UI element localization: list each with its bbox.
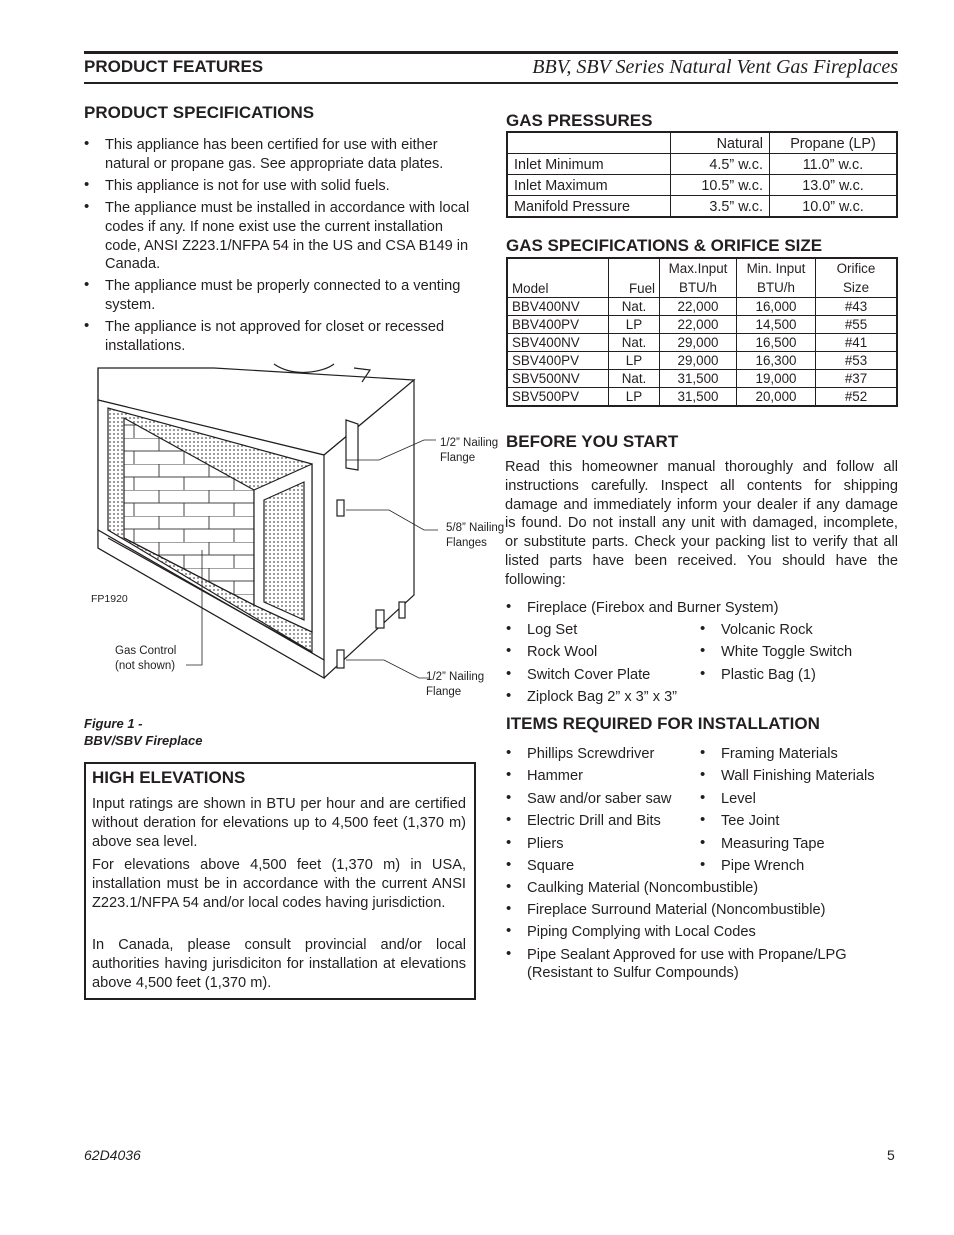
table-header-cell: Fuel bbox=[609, 258, 660, 298]
table-header-cell: BTU/h bbox=[737, 278, 816, 298]
high-elevations-paragraph: Input ratings are shown in BTU per hour and are certified without deration for elevations up to 4,500 feet (1,370 m) above sea level. bbox=[92, 796, 466, 850]
table-cell: LP bbox=[609, 388, 660, 407]
table-header-cell: Max.Input bbox=[660, 258, 737, 278]
tools-list-left bbox=[506, 745, 696, 879]
table-row bbox=[507, 196, 897, 218]
page-number: 5 bbox=[887, 1147, 895, 1163]
before-start-heading: BEFORE YOU START bbox=[506, 432, 679, 451]
list-item: • The appliance must be installed in accordance with local codes if any. If none exist use the current installation code, ANSI Z223.1/NFPA 54 in the US and CSA B149 in Canada. bbox=[84, 199, 472, 274]
table-cell: Propane (LP) bbox=[770, 132, 898, 154]
table-cell: Nat. bbox=[609, 370, 660, 388]
figure-caption bbox=[84, 715, 203, 749]
table-cell: #55 bbox=[816, 316, 898, 334]
list-item: • Fireplace (Firebox and Burner System) bbox=[506, 599, 896, 621]
table-cell: #41 bbox=[816, 334, 898, 352]
table-cell: 11.0” w.c. bbox=[770, 154, 898, 175]
table-row bbox=[507, 370, 897, 388]
table-cell: 3.5” w.c. bbox=[671, 196, 770, 218]
table-cell: 19,000 bbox=[737, 370, 816, 388]
gas-pressures-table bbox=[506, 131, 898, 218]
table-cell: 16,500 bbox=[737, 334, 816, 352]
packing-list-full bbox=[506, 599, 896, 621]
header-rule-top bbox=[84, 51, 898, 54]
figure-caption-line-2: BBV/SBV Fireplace bbox=[84, 733, 203, 748]
table-cell: 16,000 bbox=[737, 298, 816, 316]
list-item: • Tee Joint bbox=[700, 812, 896, 834]
label-flange-top: 1/2” Nailing Flange bbox=[440, 437, 499, 464]
table-cell: 13.0” w.c. bbox=[770, 175, 898, 196]
list-item: • Wall Finishing Materials bbox=[700, 767, 896, 789]
items-required-heading: ITEMS REQUIRED FOR INSTALLATION bbox=[506, 714, 820, 733]
table-cell: 31,500 bbox=[660, 370, 737, 388]
figure-code: FP1920 bbox=[91, 593, 128, 605]
table-cell: 31,500 bbox=[660, 388, 737, 407]
table-cell: 22,000 bbox=[660, 298, 737, 316]
tools-list-right bbox=[700, 745, 896, 879]
table-header-cell: Min. Input bbox=[737, 258, 816, 278]
list-item: • The appliance must be properly connected to a venting system. bbox=[84, 277, 472, 314]
table-cell: 22,000 bbox=[660, 316, 737, 334]
table-row bbox=[507, 298, 897, 316]
table-row bbox=[507, 154, 897, 175]
list-item: • Ziplock Bag 2” x 3” x 3” bbox=[506, 688, 696, 710]
list-item: • Fireplace Surround Material (Noncombustible) bbox=[506, 901, 896, 920]
list-item: • White Toggle Switch bbox=[700, 643, 896, 665]
list-item: • Pipe Wrench bbox=[700, 857, 896, 879]
table-cell: Inlet Maximum bbox=[507, 175, 671, 196]
table-header-cell: Model bbox=[507, 258, 609, 298]
table-header-cell: Orifice bbox=[816, 258, 898, 278]
table-cell: SBV500PV bbox=[507, 388, 609, 407]
table-cell: 20,000 bbox=[737, 388, 816, 407]
high-elevations-paragraph: In Canada, please consult provincial and/or local authorities having jurisdiciton for installation at elevations above 4,500 feet (1,370 m). bbox=[92, 937, 466, 991]
table-cell: #37 bbox=[816, 370, 898, 388]
table-cell: Manifold Pressure bbox=[507, 196, 671, 218]
table-cell: BBV400NV bbox=[507, 298, 609, 316]
tools-list-full bbox=[506, 879, 896, 987]
label-flange-bottom: 1/2” Nailing Flange bbox=[426, 671, 485, 698]
table-cell: BBV400PV bbox=[507, 316, 609, 334]
table-cell: 10.0” w.c. bbox=[770, 196, 898, 218]
list-item: • Pipe Sealant Approved for use with Propane/LPG (Resistant to Sulfur Compounds) bbox=[506, 946, 896, 983]
list-item: • Saw and/or saber saw bbox=[506, 790, 696, 812]
table-header-row bbox=[507, 132, 897, 154]
list-item: • Square bbox=[506, 857, 696, 879]
table-cell: #43 bbox=[816, 298, 898, 316]
table-cell: LP bbox=[609, 352, 660, 370]
figure-caption-line-1: Figure 1 - bbox=[84, 716, 143, 731]
product-specs-list bbox=[84, 136, 472, 359]
list-item: • Framing Materials bbox=[700, 745, 896, 767]
list-item: • This appliance is not for use with solid fuels. bbox=[84, 177, 472, 196]
list-item: • Plastic Bag (1) bbox=[700, 666, 896, 688]
high-elevations-paragraph: For elevations above 4,500 feet (1,370 m) in USA, installation must be in accordance with the current ANSI Z223.1/NFPA 54 and/or local codes having jurisdiction. bbox=[92, 857, 466, 911]
table-cell: SBV400NV bbox=[507, 334, 609, 352]
table-cell: Natural bbox=[671, 132, 770, 154]
table-header-cell: Size bbox=[816, 278, 898, 298]
table-cell: 10.5” w.c. bbox=[671, 175, 770, 196]
gas-specs-table bbox=[506, 257, 898, 407]
table-row bbox=[507, 352, 897, 370]
before-start-paragraph: Read this homeowner manual thoroughly and follow all instructions carefully. Inspect all contents for shipping damage and immediately inform your dealer if any damage is found. Do not install any unit with damaged, incomplete, or substitute parts. Check your packing list to verify that all listed parts have been received. You should have the following: bbox=[505, 459, 898, 588]
table-cell: 29,000 bbox=[660, 352, 737, 370]
table-cell: #52 bbox=[816, 388, 898, 407]
list-item: • Piping Complying with Local Codes bbox=[506, 923, 896, 942]
list-item: • Log Set bbox=[506, 621, 696, 643]
table-cell: 29,000 bbox=[660, 334, 737, 352]
table-cell: 16,300 bbox=[737, 352, 816, 370]
page-title: BBV, SBV Series Natural Vent Gas Fireplaces bbox=[532, 56, 898, 78]
list-item: • Electric Drill and Bits bbox=[506, 812, 696, 834]
list-item: • Pliers bbox=[506, 835, 696, 857]
packing-list-right bbox=[700, 621, 896, 688]
list-item: • Rock Wool bbox=[506, 643, 696, 665]
table-cell: 4.5” w.c. bbox=[671, 154, 770, 175]
table-row bbox=[507, 334, 897, 352]
packing-list-left bbox=[506, 621, 696, 711]
table-cell bbox=[507, 132, 671, 154]
document-number: 62D4036 bbox=[84, 1147, 141, 1163]
table-cell: Inlet Minimum bbox=[507, 154, 671, 175]
table-cell: SBV400PV bbox=[507, 352, 609, 370]
table-cell: 14,500 bbox=[737, 316, 816, 334]
high-elevations-heading: HIGH ELEVATIONS bbox=[92, 768, 246, 787]
table-header-cell: BTU/h bbox=[660, 278, 737, 298]
list-item: • Level bbox=[700, 790, 896, 812]
label-flange-mid: 5/8” Nailing Flanges bbox=[446, 522, 505, 549]
table-cell: #53 bbox=[816, 352, 898, 370]
gas-specs-heading: GAS SPECIFICATIONS & ORIFICE SIZE bbox=[506, 236, 823, 255]
table-row bbox=[507, 316, 897, 334]
table-header-row bbox=[507, 258, 897, 278]
list-item: • Measuring Tape bbox=[700, 835, 896, 857]
table-cell: SBV500NV bbox=[507, 370, 609, 388]
gas-pressures-heading: GAS PRESSURES bbox=[506, 111, 653, 130]
table-cell: LP bbox=[609, 316, 660, 334]
list-item: • The appliance is not approved for closet or recessed installations. bbox=[84, 318, 472, 355]
list-item: • Phillips Screwdriver bbox=[506, 745, 696, 767]
table-cell: Nat. bbox=[609, 334, 660, 352]
section-label: PRODUCT FEATURES bbox=[84, 57, 264, 76]
high-elevations-box bbox=[84, 762, 476, 1000]
list-item: • This appliance has been certified for use with either natural or propane gas. See appropriate data plates. bbox=[84, 136, 472, 173]
list-item: • Caulking Material (Noncombustible) bbox=[506, 879, 896, 898]
list-item: • Hammer bbox=[506, 767, 696, 789]
list-item: • Volcanic Rock bbox=[700, 621, 896, 643]
product-specs-heading: PRODUCT SPECIFICATIONS bbox=[84, 103, 315, 122]
table-cell: Nat. bbox=[609, 298, 660, 316]
header-rule-bottom bbox=[84, 82, 898, 84]
table-row bbox=[507, 388, 897, 407]
label-gas-control: Gas Control (not shown) bbox=[115, 645, 177, 672]
table-row bbox=[507, 175, 897, 196]
list-item: • Switch Cover Plate bbox=[506, 666, 696, 688]
